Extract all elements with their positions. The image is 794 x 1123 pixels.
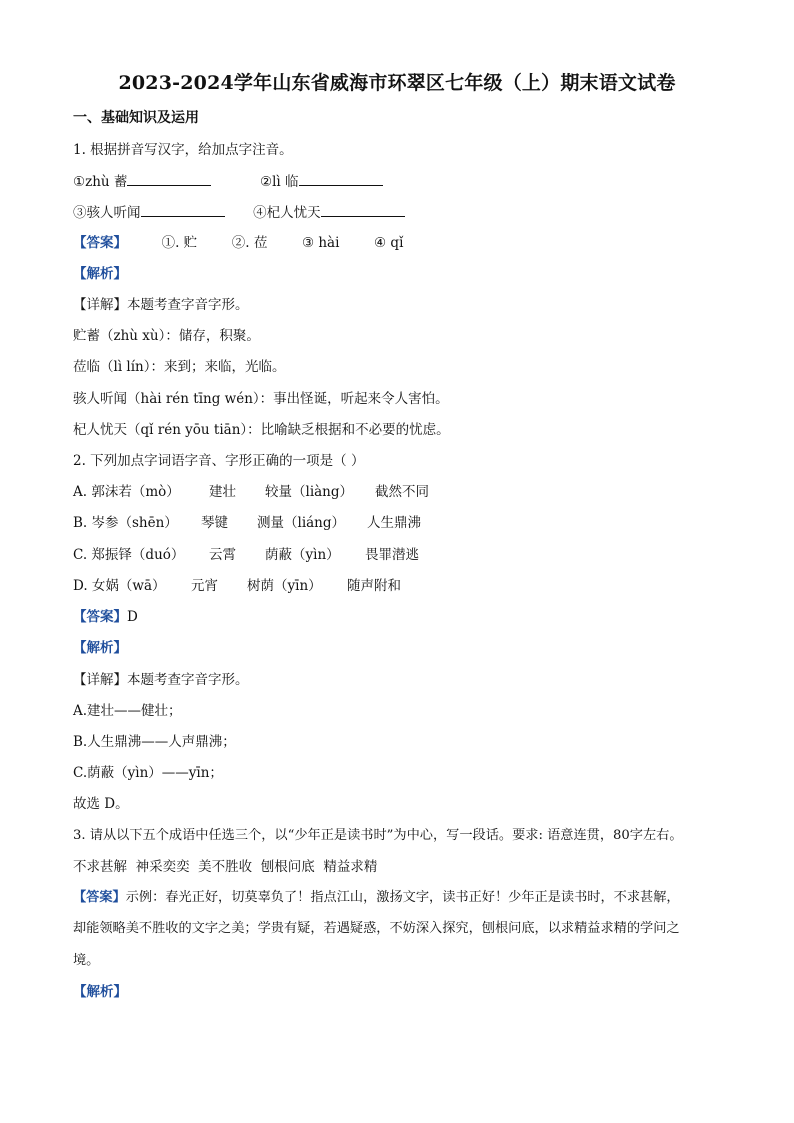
q1-note-3: 骇人听闻（hài rén tīng wén）：事出怪诞，听起来令人害怕。	[73, 391, 449, 407]
answer-blank[interactable]	[321, 202, 405, 217]
q1-note-2: 莅临（lì lín）：来到；来临，光临。	[73, 359, 286, 375]
answer-blank[interactable]	[127, 171, 211, 186]
q3-idioms: 不求甚解 神采奕奕 美不胜收 刨根问底 精益求精	[73, 859, 378, 875]
detail-text: 本题考查字音字形。	[127, 672, 249, 688]
q1-note-1: 贮蓄（zhù xù）：储存，积聚。	[73, 328, 260, 344]
q1-note-4: 杞人忧天（qǐ rén yōu tiān）：比喻缺乏根据和不必要的忧虑。	[73, 422, 450, 438]
q1-item-4: ④杞人忧天	[253, 205, 321, 221]
q1-item-3: ③骇人听闻	[73, 205, 141, 221]
q2-note-3: C.荫蔽（yìn）——yīn；	[73, 765, 223, 781]
q2-note-4: 故选 D。	[73, 796, 129, 812]
q3-answer-line-3: 境。	[73, 953, 100, 968]
q2-detail	[73, 670, 249, 690]
q1-detail	[73, 295, 249, 315]
q1-answer-1: ①. 贮	[161, 235, 198, 251]
analysis-tag: 【解析】	[73, 984, 127, 1000]
q2-option-b: B. 岑参（shēn） 琴键 测量（liáng） 人生鼎沸	[73, 515, 421, 531]
section-heading: 一、基础知识及运用	[73, 110, 199, 126]
q2-answer	[73, 607, 138, 627]
q1-answer	[73, 233, 403, 253]
q3-answer-line-1: 【答案】示例：春光正好，切莫辜负了！指点江山，激扬文字，读书正好！少年正是读书时，不求甚解，	[73, 890, 680, 905]
q1-stem: 1. 根据拼音写汉字，给加点字注音。	[73, 142, 293, 158]
q2-option-d: D. 女娲（wā） 元宵 树荫（yīn） 随声附和	[73, 578, 401, 594]
detail-tag: 【详解】	[73, 297, 127, 313]
page-title: 2023-2024学年山东省威海市环翠区七年级（上）期末语文试卷	[118, 72, 676, 94]
q2-note-2: B.人生鼎沸——人声鼎沸；	[73, 734, 236, 750]
q2-note-1: A.建壮——健壮；	[73, 703, 182, 719]
analysis-tag: 【解析】	[73, 266, 127, 282]
answer-blank[interactable]	[299, 171, 383, 186]
q2-option-a: A. 郭沫若（mò） 建壮 较量（liàng） 截然不同	[73, 484, 429, 500]
detail-tag: 【详解】	[73, 672, 127, 688]
detail-text: 本题考查字音字形。	[127, 297, 249, 313]
q2-stem: 2. 下列加点字词语字音、字形正确的一项是（ ）	[73, 453, 365, 469]
answer-tag: 【答案】	[73, 890, 126, 905]
q1-items-row2	[73, 202, 405, 223]
answer-tag: 【答案】	[73, 609, 127, 625]
q1-items-row1	[73, 171, 383, 192]
q2-option-c: C. 郑振铎（duó） 云霄 荫蔽（yìn） 畏罪潜逃	[73, 547, 419, 563]
q1-answer-4: ④ qǐ	[374, 235, 404, 251]
q1-answer-2: ②. 莅	[231, 235, 268, 251]
q3-stem: 3. 请从以下五个成语中任选三个，以“少年正是读书时”为中心，写一段话。要求: 语意连贯，80字左右。	[73, 828, 683, 843]
answer-blank[interactable]	[141, 202, 225, 217]
q1-item-2: ②lì 临	[260, 174, 299, 190]
q1-item-1: ①zhù 蓄	[73, 174, 128, 190]
q2-answer-value: D	[127, 609, 138, 625]
q3-answer-line-2: 却能领略美不胜收的文字之美；学贵有疑，若遇疑惑，不妨深入探究，刨根问底，以求精益求精的学问之	[73, 921, 680, 936]
q1-answer-3: ③ hài	[301, 235, 340, 251]
answer-tag: 【答案】	[73, 235, 127, 251]
analysis-tag: 【解析】	[73, 640, 127, 656]
